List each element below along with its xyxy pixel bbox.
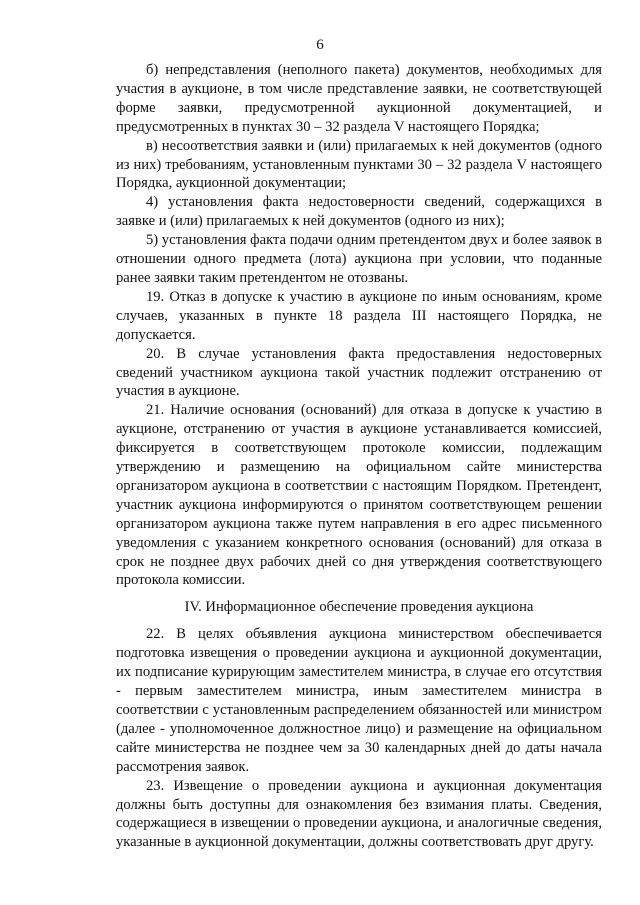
paragraph-clause-23: 23. Извещение о проведении аукциона и аукционная документация должны быть доступны для ознакомления без взимания платы. Сведения, содержащиеся в извещении о проведении аукциона, и аналогичные сведения, указанные в аукционной документации, должны соответствовать друг другу.	[116, 777, 602, 851]
document-body	[116, 61, 602, 852]
paragraph-clause-22: 22. В целях объявления аукциона министерством обеспечивается подготовка извещения о проведении аукциона и аукционной документации, их подписание курирующим заместителем министра, в случае его отсутствия - первым заместителем министра, иным заместителем министра в соответствии с установленным распределением обязанностей или министром (далее - уполномоченное должностное лицо) и размещение на официальном сайте министерства не позднее чем за 30 календарных дней до даты начала рассмотрения заявок.	[116, 626, 602, 775]
paragraph-item-4: 4) установления факта недостоверности сведений, содержащихся в заявке и (или) прилагаемых к ней документов (одного из них);	[116, 194, 602, 230]
paragraph-clause-21: 21. Наличие основания (оснований) для отказа в допуске к участию в аукционе, отстранению от участия в аукционе устанавливается комиссией, фиксируется в соответствующем протоколе комиссии, подлежащим утверждению и размещению на официальном сайте министерства организатором аукциона в соответствии с настоящим Порядком. Претендент, участник аукциона информируются о принятом соответствующем решении организатором аукциона также путем направления в его адрес письменного уведомления с указанием конкретного основания (оснований) для отказа в срок не позднее двух рабочих дней со дня утверждения соответствующего протокола комиссии.	[116, 402, 602, 589]
section-heading: IV. Информационное обеспечение проведения аукциона	[184, 599, 534, 616]
paragraph-item-b: б) непредставления (неполного пакета) документов, необходимых для участия в аукционе, в том числе представление заявки, не соответствующей форме заявки, предусмотренной аукционной документацией, и предусмотренных в пунктах 30 – 32 раздела V настоящего Порядка;	[116, 62, 602, 135]
paragraph-clause-19: 19. Отказ в допуске к участию в аукционе по иным основаниям, кроме случаев, указанных в пункте 18 раздела III настоящего Порядка, не допускается.	[116, 288, 602, 343]
page-number: 6	[316, 37, 324, 53]
paragraph-item-v: в) несоответствия заявки и (или) прилагаемых к ней документов (одного из них) требованиям, установленным пунктами 30 – 32 раздела V настоящего Порядка, аукционной документации;	[116, 137, 602, 192]
paragraph-clause-20: 20. В случае установления факта предоставления недостоверных сведений участником аукциона такой участник подлежит отстранению от участия в аукционе.	[116, 345, 602, 400]
paragraph-item-5: 5) установления факта подачи одним претендентом двух и более заявок в отношении одного предмета (лота) аукциона при условии, что поданные ранее заявки таким претендентом не отозваны.	[116, 232, 602, 286]
